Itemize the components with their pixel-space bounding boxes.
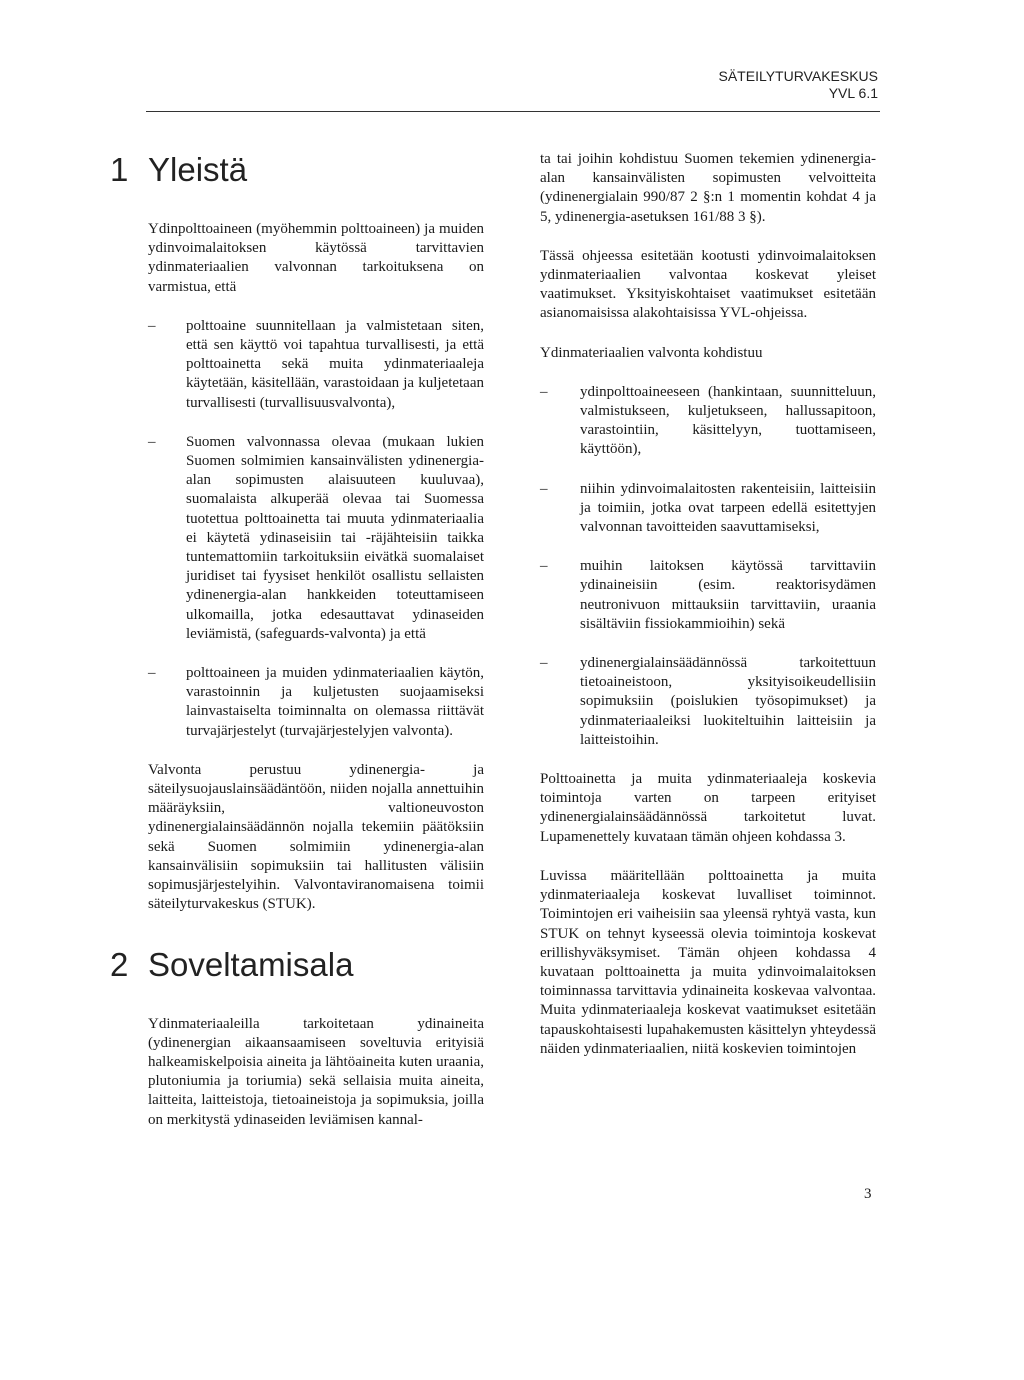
objectives-list <box>148 317 484 741</box>
permit-paragraph: Polttoainetta ja muita ydinmateriaaleja koskevia toimintoja varten on tarpeen erityiset ydinenergialainsäädännössä tarkoitetut luvat. Lupamenettely kuvataan tämän ohjeen kohdassa 3. <box>540 771 876 845</box>
list-item-text: ydinpolttoaineeseen (hankintaan, suunnitteluun, valmistukseen, kuljetukseen, hallussapitoon, varastointiin, käsittelyyn, tuottamiseen, käyttöön), <box>580 383 876 458</box>
list-item <box>540 480 876 538</box>
section-1-title: Yleistä <box>148 151 248 188</box>
section-2-heading <box>110 945 484 985</box>
page-header <box>719 68 879 102</box>
list-item <box>148 664 484 741</box>
list-item <box>148 317 484 413</box>
right-column <box>540 150 876 1079</box>
targets-paragraph: Ydinmateriaalien valvonta kohdistuu <box>540 344 763 361</box>
intro-paragraph: Ydinpolttoaineen (myöhemmin polttoaineen) ja muiden ydinvoimalaitoksen käytössä tarvittavien ydinmateriaalien valvonnan tarkoituksena on varmistua, että <box>148 221 484 295</box>
section-1-heading <box>110 150 484 190</box>
header-guide-code: YVL 6.1 <box>828 85 878 101</box>
section-1-number: 1 <box>110 151 129 188</box>
list-item-text: ydinenergialainsäädännössä tarkoitettuun tietoaineistoon, yksityisoikeudellisiin sopimuksiin (poislukien työsopimukset) ja ydinmateriaaleiksi luokiteltuihin laitteisiin ja laitteistoihin. <box>580 655 876 748</box>
header-rule <box>146 111 880 112</box>
list-item-text: niihin ydinvoimalaitosten rakenteisiin, laitteisiin ja toimiin, jotka ovat tarpeen edellä esitettyjen valvonnan tavoitteiden saavuttamiseksi, <box>580 480 876 536</box>
guide-paragraph: Tässä ohjeessa esitetään kootusti ydinvoimalaitoksen ydinmateriaalien valvontaa koskevat yleiset vaatimukset. Yksityiskohtaiset vaatimukset esitetään asianomaisissa alakohtaisissa YVL-ohjeissa. <box>540 247 876 322</box>
list-item-text: muihin laitoksen käytössä tarvittaviin ydinaineisiin (esim. reaktorisydämen neutronivuon mittauksiin tarvittaviin, uraania sisältäviin fissiokammioihin) sekä <box>580 558 876 632</box>
list-item <box>148 433 484 644</box>
dash-bullet: – <box>540 655 548 672</box>
list-item <box>540 557 876 634</box>
dash-bullet: – <box>148 665 156 682</box>
scope-paragraph: Ydinmateriaaleilla tarkoitetaan ydinaineita (ydinenergian aikaansaamiseen soveltuvia erityisiä halkeamiskelpoisia aineita ja lähtöaineita kuten uraania, plutoniumia ja toriumia) sekä sellaisia muita aineita, laitteita, laitteistoja, tietoaineistoja ja sopimuksia, joilla on merkitystä ydinaseiden leviämisen kannal- <box>148 1015 484 1128</box>
targets-list <box>540 383 876 750</box>
dash-bullet: – <box>540 383 548 400</box>
licensed-activities-paragraph: Luvissa määritellään polttoainetta ja muita ydinmateriaaleja koskevat luvalliset toiminnot. Toimintojen eri vaiheisiin saa yleensä ryhtyä vasta, kun STUK on tehnyt kyseessä olevia toimintoja koskevat erillishyväksymiset. Tämän ohjeen kohdassa 4 kuvataan polttoainetta ja muita ydinvoimalaitoksen toiminnassa tarvittavia ydinaineita koskevaa valvontaa. Muita ydinmateriaaleja koskevat vaatimukset esitetään tapauskohtaisesti lupahakemusten käsittelyn yhteydessä näiden ydinmateriaalien, niitä koskevien toimintojen <box>540 867 876 1057</box>
basis-paragraph: Valvonta perustuu ydinenergia- ja säteilysuojauslainsäädäntöön, niiden nojalla annettuihin määräyksiin, valtioneuvoston ydinenergialainsäädännön nojalla tekemiin päätöksiin sekä Suomen solmimiin ydinenergia-alan kansainvälisiin sopimuksiin tai hallitusten välisiin sopimusjärjestelyihin. Valvontaviranomaisena toimii säteilyturvakeskus (STUK). <box>148 761 484 913</box>
dash-bullet: – <box>148 433 156 450</box>
dash-bullet: – <box>148 317 156 334</box>
list-item-text: polttoaineen ja muiden ydinmateriaalien käytön, varastoinnin ja kuljetusten suojaamiseksi lainvastaiselta toiminnalta on olemassa riittävät turvajärjestelyt (turvajärjestelyjen valvonta). <box>186 665 484 739</box>
header-organization: SÄTEILYTURVAKESKUS <box>718 68 878 84</box>
dash-bullet: – <box>540 480 548 497</box>
list-item-text: Suomen valvonnassa olevaa (mukaan lukien Suomen solmimien kansainvälisten ydinenergia-alan sopimusten alaisuuteen kuuluvaa), suomalaista alkuperää olevaa tai Suomessa tuotettua polttoainetta tai muuta ydinmateriaalia ei käytetä ydinaseisiin tai -räjähteisiin taikka tuntemattomiin tarkoituksiin eivätkä suomalaiset juridiset tai fyysiset henkilöt osallistu sellaisten ydinenergia-alan hankkeiden toteuttamiseen ulkomailla, jotka edesauttavat ydinaseiden leviämistä, (safeguards-valvonta) ja että <box>186 433 484 642</box>
continuation-paragraph: ta tai joihin kohdistuu Suomen tekemien ydinenergia-alan kansainvälisten sopimusten velvoitteita (ydinenergialain 990/87 2 §:n 1 momentin kohdat 4 ja 5, ydinenergia-asetuksen 161/88 3 §). <box>540 151 876 225</box>
list-item <box>540 383 876 460</box>
list-item <box>540 654 876 750</box>
section-2-number: 2 <box>110 945 129 983</box>
dash-bullet: – <box>540 558 548 575</box>
section-2-title: Soveltamisala <box>148 945 354 983</box>
left-column <box>110 150 484 1150</box>
page-number: 3 <box>864 1186 872 1202</box>
list-item-text: polttoaine suunnitellaan ja valmistetaan siten, että sen käyttö voi tapahtua turvallisesti, ja että polttoainetta sekä muita ydinmateriaaleja käytetään, käsitellään, varastoidaan ja kuljetetaan turvallisesti (turvallisuusvalvonta), <box>186 317 484 411</box>
